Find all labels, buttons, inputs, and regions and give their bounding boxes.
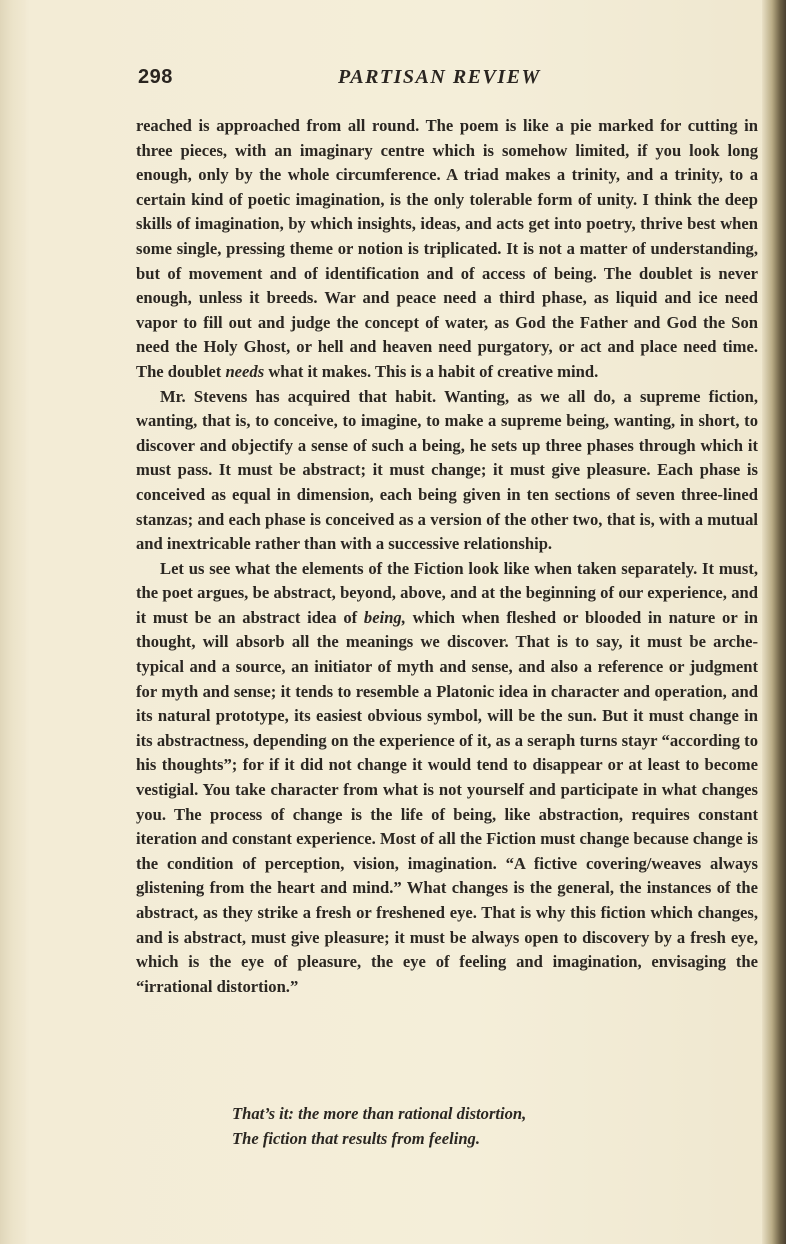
italic-text: being, <box>363 607 406 627</box>
paragraph <box>136 385 758 557</box>
page-edge-right <box>762 0 786 1244</box>
verse-quote <box>232 1102 692 1151</box>
text-run: what it makes. This is a habit of creative mind. <box>264 361 599 381</box>
text-run: reached is approached from all round. The poem is like a pie marked for cutting in three pieces, with an imaginary centre which is somehow limited, if you look long enough, only by the whole circumference. A triad makes a trinity, and a trinity, to a certain kind of poetic imagination, is the only tolerable form of unity. I think the deep skills of imagination, by which insights, ideas, and acts get into poetry, thrive best when some single, pressing theme or notion is triplicated. It is not a matter of understanding, but of movement and of identification and of access of being. The doublet is never enough, unless it breeds. War and peace need a third phase, as liquid and ice need vapor to fill out and judge the concept of water, as God the Father and God the Son need the Holy Ghost, or hell and heaven need purgatory, or act and place need time. The doublet <box>136 116 758 381</box>
text-run: Let us see what the elements of the Fiction look like when taken separately. It must, the poet argues, be abstract, beyond, above, and at the beginning of our experience, and it must be an abstract idea of <box>136 558 758 627</box>
paragraph <box>136 114 758 385</box>
paragraph <box>136 557 758 1000</box>
italic-text: needs <box>225 361 265 381</box>
page-number: 298 <box>138 66 173 88</box>
text-run: which when fleshed or blooded in nature or in thought, will absorb all the meanings we discover. That is to say, it must be arche-typical and a source, an initiator of myth and sense, and also a reference or judgment for myth and sense; it tends to resemble a Platonic idea in character and operation, and its natural prototype, its easiest obvious symbol, will be the sun. But it must change in its abstractness, depending on the experience of it, as a seraph turns stayr “according to his thoughts”; for if it did not change it would tend to disappear or at least to become vestigial. You take character from what is not yourself and participate in what changes you. The process of change is the life of being, like abstraction, requires constant iteration and constant experience. Most of all the Fiction must change because change is the condition of perception, vision, imagination. “A fictive covering/weaves always glistening from the heart and mind.” What changes is the general, the instances of the abstract, as they strike a fresh or freshened eye. That is why this fiction which changes, and is abstract, must give pleasure; it must be always open to discovery by a fresh eye, which is the eye of pleasure, the eye of feeling and imagination, envisaging the “irrational distortion.” <box>136 607 758 996</box>
page-header <box>138 66 758 96</box>
verse-line-2: The fiction that results from feeling. <box>232 1128 480 1148</box>
page-gutter-left <box>0 0 26 1244</box>
verse-line-1-rest: : the more than rational distortion, <box>288 1104 527 1123</box>
text-run: Mr. Stevens has acquired that habit. Wanting, as we all do, a supreme fiction, wanting, that is, to conceive, to imagine, to make a supreme being, wanting, in short, to discover and objectify a sense of such a being, he sets up three phases through which it must pass. It must be abstract; it must change; it must give pleasure. Each phase is conceived as equal in dimension, each being given in ten sections of seven three-lined stanzas; and each phase is conceived as a version of the other two, that is, with a mutual and inextricable rather than with a successive relationship. <box>136 386 758 554</box>
running-head: PARTISAN REVIEW <box>338 66 541 88</box>
body-text <box>136 114 758 999</box>
verse-line-1-lead: That’s it <box>232 1104 289 1123</box>
verse-line-1 <box>232 1102 692 1127</box>
